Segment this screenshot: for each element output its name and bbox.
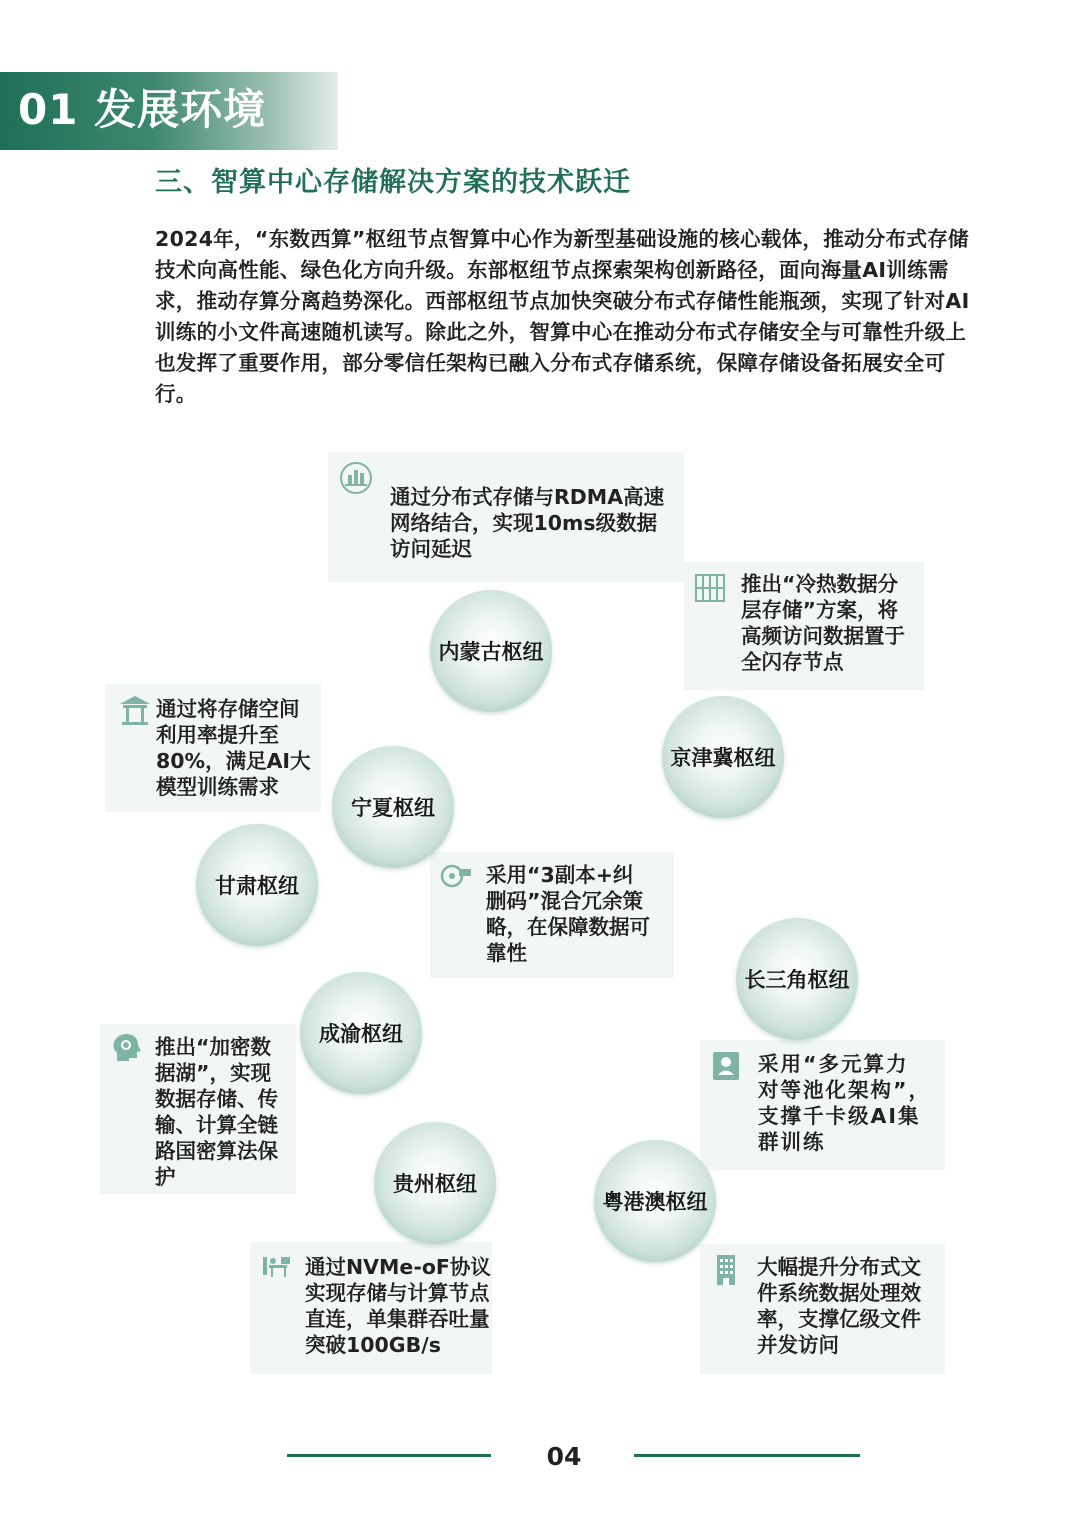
card-text: 通过将存储空间 利用率提升至 80%，满足AI大 模型训练需求 — [156, 697, 311, 799]
hub-ningxia: 宁夏枢纽 — [332, 746, 454, 868]
hub-gansu: 甘肃枢纽 — [196, 824, 318, 946]
page-number: 04 — [546, 1442, 582, 1471]
card-text: 推出“冷热数据分 层存储”方案，将 高频访问数据置于 全闪存节点 — [741, 572, 905, 674]
card-gansu — [430, 852, 674, 978]
card-yuegangao — [700, 1244, 945, 1374]
card-text: 通过NVMe-oF协议 实现存储与计算节点 直连，单集群吞吐量 突破100GB/s — [305, 1255, 491, 1357]
card-guizhou — [250, 1242, 492, 1374]
hub-yuegangao: 粤港澳枢纽 — [594, 1140, 716, 1262]
card-ningxia — [105, 684, 321, 812]
card-chengyu — [100, 1024, 296, 1194]
section-title: 01 发展环境 — [18, 85, 267, 134]
intro-paragraph: 2024年，“东数西算”枢纽节点智算中心作为新型基础设施的核心载体，推动分布式存储技术向高性能、绿色化方向升级。东部枢纽节点探索架构创新路径，面向海量AI训练需求，推动存算分离趋势深化。西部枢纽节点加快突破分布式存储性能瓶颈，实现了针对AI训练的小文件高速随机读写。除此之外，智算中心在推动分布式存储安全与可靠性升级上也发挥了重要作用，部分零信任架构已融入分布式存储系统，保障存储设备拓展安全可行。 — [155, 227, 970, 406]
server-rack-icon — [692, 570, 728, 606]
measuring-tape-icon — [438, 858, 474, 894]
pavilion-icon — [117, 692, 153, 728]
footer-line-left — [287, 1454, 491, 1457]
card-changsanjiao — [700, 1040, 945, 1170]
card-neimenggu — [328, 452, 684, 582]
footer-line-right — [634, 1454, 860, 1457]
hub-guizhou: 贵州枢纽 — [374, 1122, 496, 1244]
office-building-icon — [708, 1252, 744, 1288]
card-text: 大幅提升分布式文 件系统数据处理效 率，支撑亿级文件 并发访问 — [757, 1255, 921, 1357]
card-text: 采用“3副本+纠 删码”混合冗余策 略，在保障数据可 靠性 — [486, 863, 650, 965]
brain-head-icon — [108, 1030, 144, 1066]
hub-chengyu: 成渝枢纽 — [300, 972, 422, 1094]
hub-changsanjiao: 长三角枢纽 — [736, 918, 858, 1040]
hub-neimenggu: 内蒙古枢纽 — [430, 590, 552, 712]
hub-jingjinji: 京津冀枢纽 — [662, 696, 784, 818]
card-text: 推出“加密数 据湖”，实现 数据存储、传 输、计算全链 路国密算法保 护 — [155, 1035, 278, 1189]
workstation-icon — [258, 1248, 294, 1284]
user-card-icon — [708, 1048, 744, 1084]
card-text: 采用“多元算力 对等池化架构”， 支撑千卡级AI集 群训练 — [758, 1052, 931, 1154]
section-tab — [0, 72, 338, 150]
subheading: 三、智算中心存储解决方案的技术跃迁 — [155, 167, 631, 198]
card-jingjinji — [684, 562, 924, 690]
card-text: 通过分布式存储与RDMA高速 网络结合，实现10ms级数据 访问延迟 — [390, 485, 665, 561]
city-skyline-icon — [338, 460, 374, 496]
